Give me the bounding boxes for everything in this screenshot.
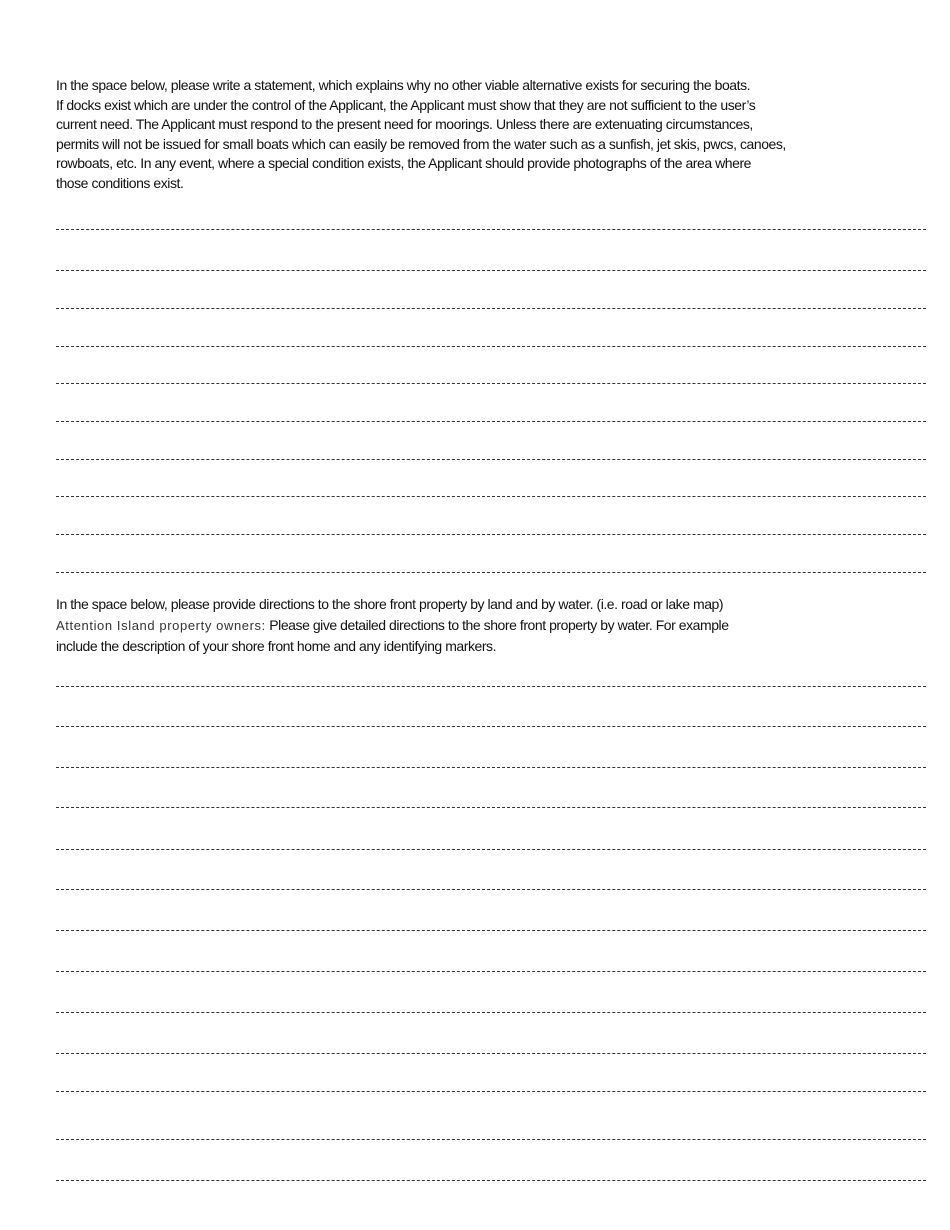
answer-line[interactable] — [56, 849, 926, 850]
answer-line[interactable] — [56, 930, 926, 931]
instruction-line: current need. The Applicant must respond to the present need for moorings. Unless there are extenuating circumstances, — [56, 116, 753, 132]
attention-label: Attention Island property owners: — [56, 618, 266, 633]
instruction-line: those conditions exist. — [56, 174, 184, 191]
answer-line[interactable] — [56, 1180, 926, 1181]
answer-line[interactable] — [56, 308, 926, 309]
directions-instructions — [56, 594, 926, 657]
attention-text: Please give detailed directions to the shore front property by water. For example — [265, 617, 729, 633]
instruction-line: include the description of your shore front home and any identifying markers. — [56, 638, 497, 654]
answer-line[interactable] — [56, 767, 926, 768]
instruction-line: permits will not be issued for small boats which can easily be removed from the water such as a sunfish, jet skis, pwcs, canoes, — [56, 135, 786, 152]
instruction-line: In the space below, please provide directions to the shore front property by land and by water. (i.e. road or lake map) — [56, 596, 724, 612]
answer-line[interactable] — [56, 270, 926, 271]
instruction-line: If docks exist which are under the control of the Applicant, the Applicant must show that they are not sufficient to the user’s — [56, 96, 756, 113]
instruction-line: In the space below, please write a statement, which explains why no other viable alternative exists for securing the boats. — [56, 77, 751, 93]
answer-line[interactable] — [56, 686, 926, 687]
answer-line[interactable] — [56, 889, 926, 890]
answer-line[interactable] — [56, 572, 926, 573]
answer-line[interactable] — [56, 383, 926, 384]
answer-line[interactable] — [56, 1091, 926, 1092]
answer-line[interactable] — [56, 1139, 926, 1140]
answer-line[interactable] — [56, 1012, 926, 1013]
answer-line[interactable] — [56, 229, 926, 230]
answer-line[interactable] — [56, 971, 926, 972]
answer-line[interactable] — [56, 534, 926, 535]
answer-line[interactable] — [56, 459, 926, 460]
answer-line[interactable] — [56, 496, 926, 497]
instruction-line — [56, 615, 926, 636]
answer-line[interactable] — [56, 421, 926, 422]
answer-line[interactable] — [56, 726, 926, 727]
answer-line[interactable] — [56, 807, 926, 808]
answer-line[interactable] — [56, 346, 926, 347]
answer-line[interactable] — [56, 1053, 926, 1054]
instruction-line: rowboats, etc. In any event, where a special condition exists, the Applicant should provide photographs of the area where — [56, 155, 752, 171]
statement-instructions — [56, 76, 926, 193]
